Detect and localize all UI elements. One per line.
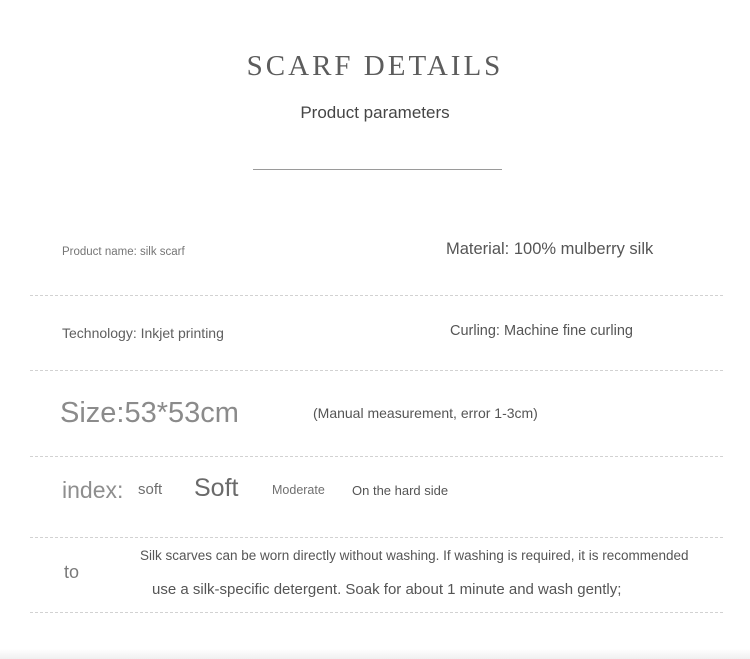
- softness-level-soft: soft: [138, 481, 163, 498]
- spec-material: Material: 100% mulberry silk: [446, 240, 654, 258]
- care-row-label: to: [64, 562, 80, 582]
- softness-level-hard-side: On the hard side: [352, 483, 449, 498]
- subtitle-underline: [253, 169, 502, 170]
- care-instructions-line2: use a silk-specific detergent. Soak for about 1 minute and wash gently;: [152, 581, 622, 598]
- care-instructions-line1: Silk scarves can be worn directly without washing. If washing is required, it is recommended: [140, 548, 689, 563]
- row-divider: [30, 295, 723, 296]
- spec-size-note: (Manual measurement, error 1-3cm): [313, 405, 538, 421]
- footer-gradient: [0, 649, 750, 659]
- spec-technology: Technology: Inkjet printing: [62, 325, 224, 341]
- page-title: SCARF DETAILS: [246, 50, 504, 82]
- row-divider: [30, 370, 723, 371]
- spec-product-name: Product name: silk scarf: [62, 246, 185, 258]
- softness-level-moderate: Moderate: [272, 483, 325, 497]
- spec-curling: Curling: Machine fine curling: [450, 323, 633, 339]
- softness-index-label: index:: [62, 477, 124, 503]
- row-divider: [30, 612, 723, 613]
- spec-size: Size:53*53cm: [60, 397, 239, 429]
- row-divider: [30, 456, 723, 457]
- row-divider: [30, 537, 723, 538]
- page-subtitle: Product parameters: [300, 103, 450, 122]
- softness-level-soft-selected: Soft: [194, 474, 239, 502]
